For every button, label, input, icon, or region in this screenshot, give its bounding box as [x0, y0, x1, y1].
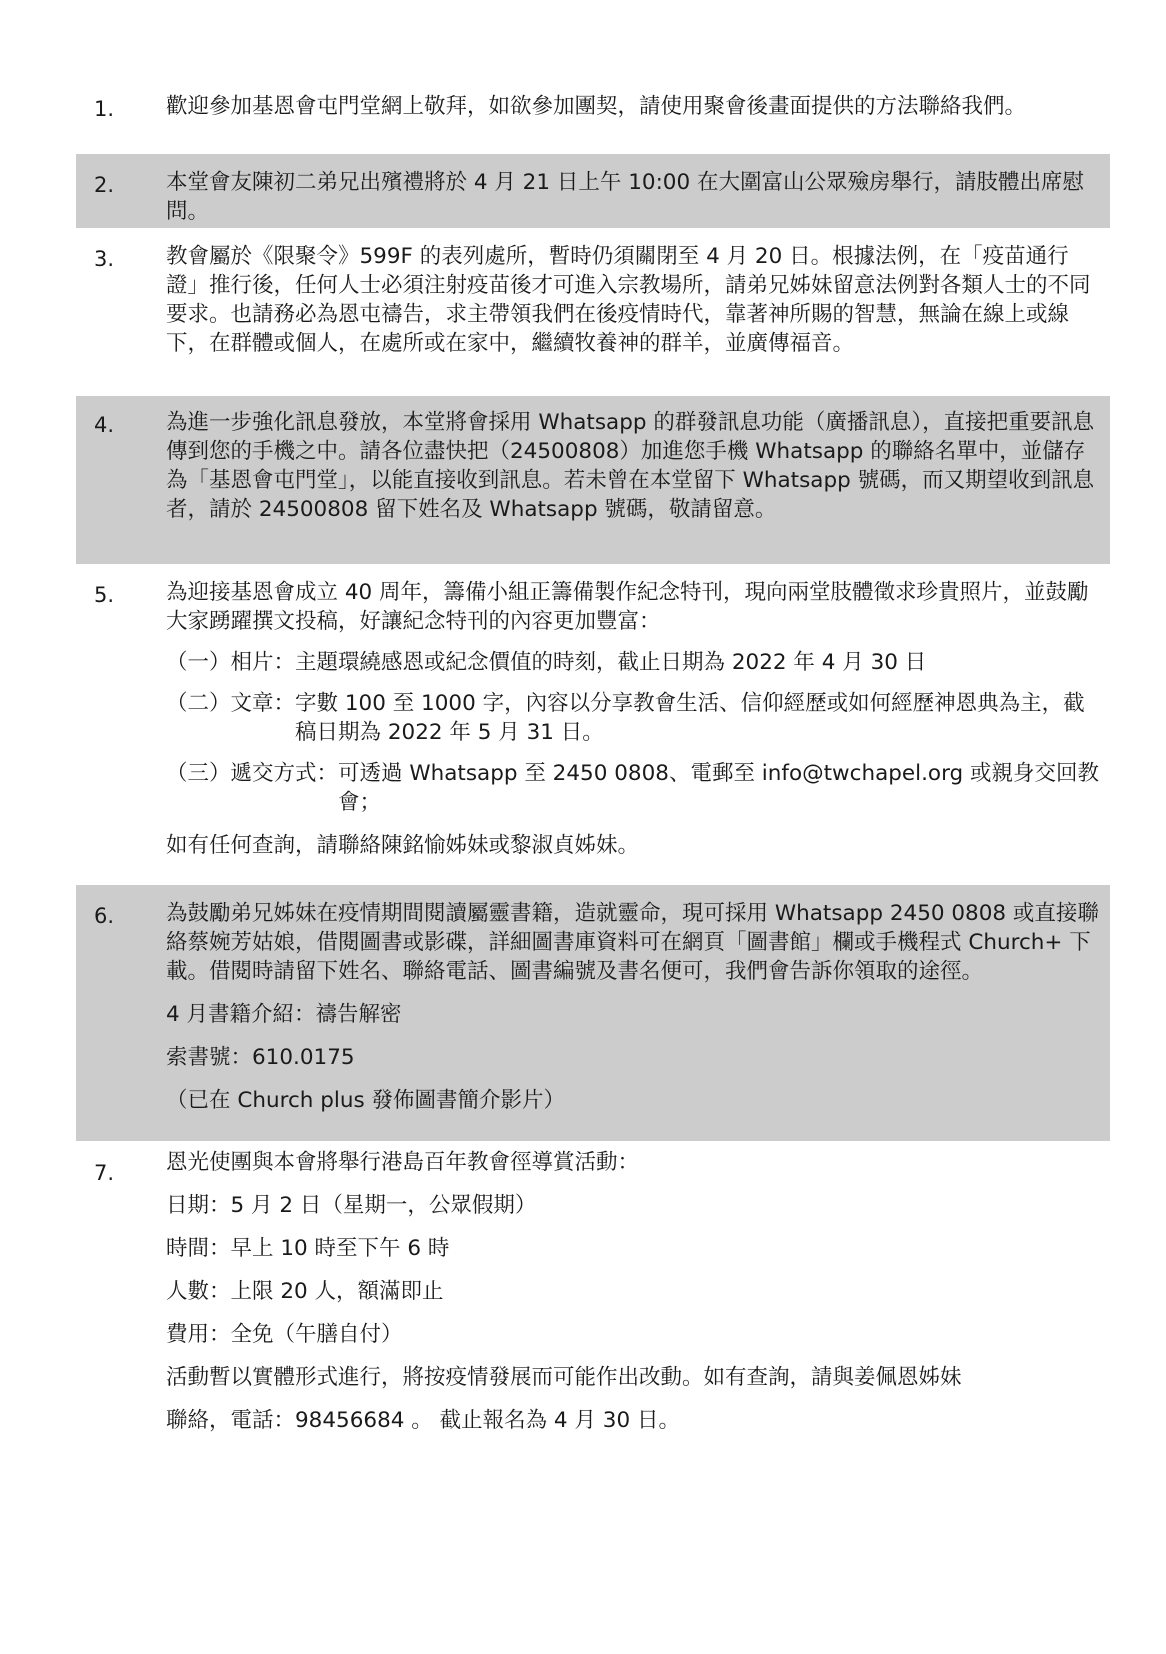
sub-text: 可透過 Whatsapp 至 2450 0808、電郵至 info@twchapel.org 或親身交回教會；: [338, 761, 1100, 815]
announcement-3: [76, 238, 1110, 390]
submission-article: [166, 689, 1100, 747]
item-text: 本堂會友陳初二弟兄出殯禮將於 4 月 21 日上午 10:00 在大圍富山公眾殮房舉行，請肢體出席慰問。: [166, 170, 1085, 224]
item-number: 1.: [94, 97, 115, 121]
item-number: 2.: [94, 173, 115, 197]
submission-photo: [166, 648, 1100, 677]
item-number: 6.: [94, 904, 115, 928]
item-text: 恩光使團與本會將舉行港島百年教會徑導賞活動：: [166, 1150, 640, 1175]
item-text: 為鼓勵弟兄姊妹在疫情期間閱讀屬靈書籍，造就靈命，現可採用 Whatsapp 2450 0808 或直接聯絡蔡婉芳姑娘，借閱圖書或影碟，詳細圖書庫資料可在網頁「圖書館」欄或手機程式 Church+ 下載。借閱時請留下姓名、聯絡電話、圖書編號及書名便可，我們會告訴你領取的途徑。: [166, 901, 1099, 984]
announcement-2: [76, 154, 1110, 228]
sub-label: （三）遞交方式：: [166, 761, 339, 786]
item-text: 為進一步強化訊息發放，本堂將會採用 Whatsapp 的群發訊息功能（廣播訊息），直接把重要訊息傳到您的手機之中。請各位盡快把（24500808）加進您手機 Whatsapp 的聯絡名單中，並儲存為「基恩會屯門堂」，以能直接收到訊息。若未曾在本堂留下 Whatsapp 號碼，而又期望收到訊息者，請於 24500808 留下姓名及 Whatsapp 號碼，敬請留意。: [166, 410, 1095, 522]
item-number: 7.: [94, 1161, 115, 1185]
sub-text: 字數 100 至 1000 字，內容以分享教會生活、信仰經歷或如何經歷神恩典為主，截稿日期為 2022 年 5 月 31 日。: [295, 691, 1085, 745]
item-number: 3.: [94, 247, 115, 271]
announcement-5: [76, 572, 1110, 878]
event-capacity: 人數：上限 20 人，額滿即止: [166, 1279, 444, 1304]
item-text: 為迎接基恩會成立 40 周年，籌備小組正籌備製作紀念特刊，現向兩堂肢體徵求珍貴照片，並鼓勵大家踴躍撰文投稿，好讓紀念特刊的內容更加豐富：: [166, 580, 1089, 634]
item-number: 4.: [94, 413, 115, 437]
announcement-6: [76, 885, 1110, 1141]
item-footer: 如有任何查詢，請聯絡陳銘愉姊妹或黎淑貞姊妹。: [166, 833, 640, 858]
item-text: 教會屬於《限聚令》599F 的表列處所，暫時仍須關閉至 4 月 20 日。根據法例，在「疫苗通行證」推行後，任何人士必須注射疫苗後才可進入宗教場所，請弟兄姊妹留意法例對各類人士的不同要求。也請務必為恩屯禱告，求主帶領我們在後疫情時代，靠著神所賜的智慧，無論在線上或線下，在群體或個人，在處所或在家中，繼續牧養神的群羊，並廣傳福音。: [166, 244, 1091, 356]
announcement-4: [76, 396, 1110, 564]
event-time: 時間：早上 10 時至下午 6 時: [166, 1236, 450, 1261]
event-contact: 聯絡，電話：98456684 。 截止報名為 4 月 30 日。: [166, 1408, 680, 1433]
announcement-7: [76, 1146, 1110, 1436]
event-date: 日期：5 月 2 日（星期一，公眾假期）: [166, 1193, 537, 1218]
call-number: 索書號：610.0175: [166, 1045, 355, 1070]
event-note: 活動暫以實體形式進行，將按疫情發展而可能作出改動。如有查詢，請與姜佩恩姊妹: [166, 1365, 962, 1390]
event-fee: 費用：全免（午膳自付）: [166, 1322, 403, 1347]
sub-label: （二）文章：: [166, 691, 296, 716]
sub-label: （一）相片：: [166, 650, 296, 675]
item-number: 5.: [94, 583, 115, 607]
item-text: 歡迎參加基恩會屯門堂網上敬拜，如欲參加團契，請使用聚會後畫面提供的方法聯絡我們。: [166, 94, 1027, 119]
book-intro: 4 月書籍介紹：禱告解密: [166, 1002, 402, 1027]
sub-text: 主題環繞感恩或紀念價值的時刻，截止日期為 2022 年 4 月 30 日: [295, 650, 927, 675]
video-note: （已在 Church plus 發佈圖書簡介影片）: [166, 1088, 566, 1113]
announcement-1: [76, 90, 1110, 152]
submission-method: [166, 759, 1100, 817]
